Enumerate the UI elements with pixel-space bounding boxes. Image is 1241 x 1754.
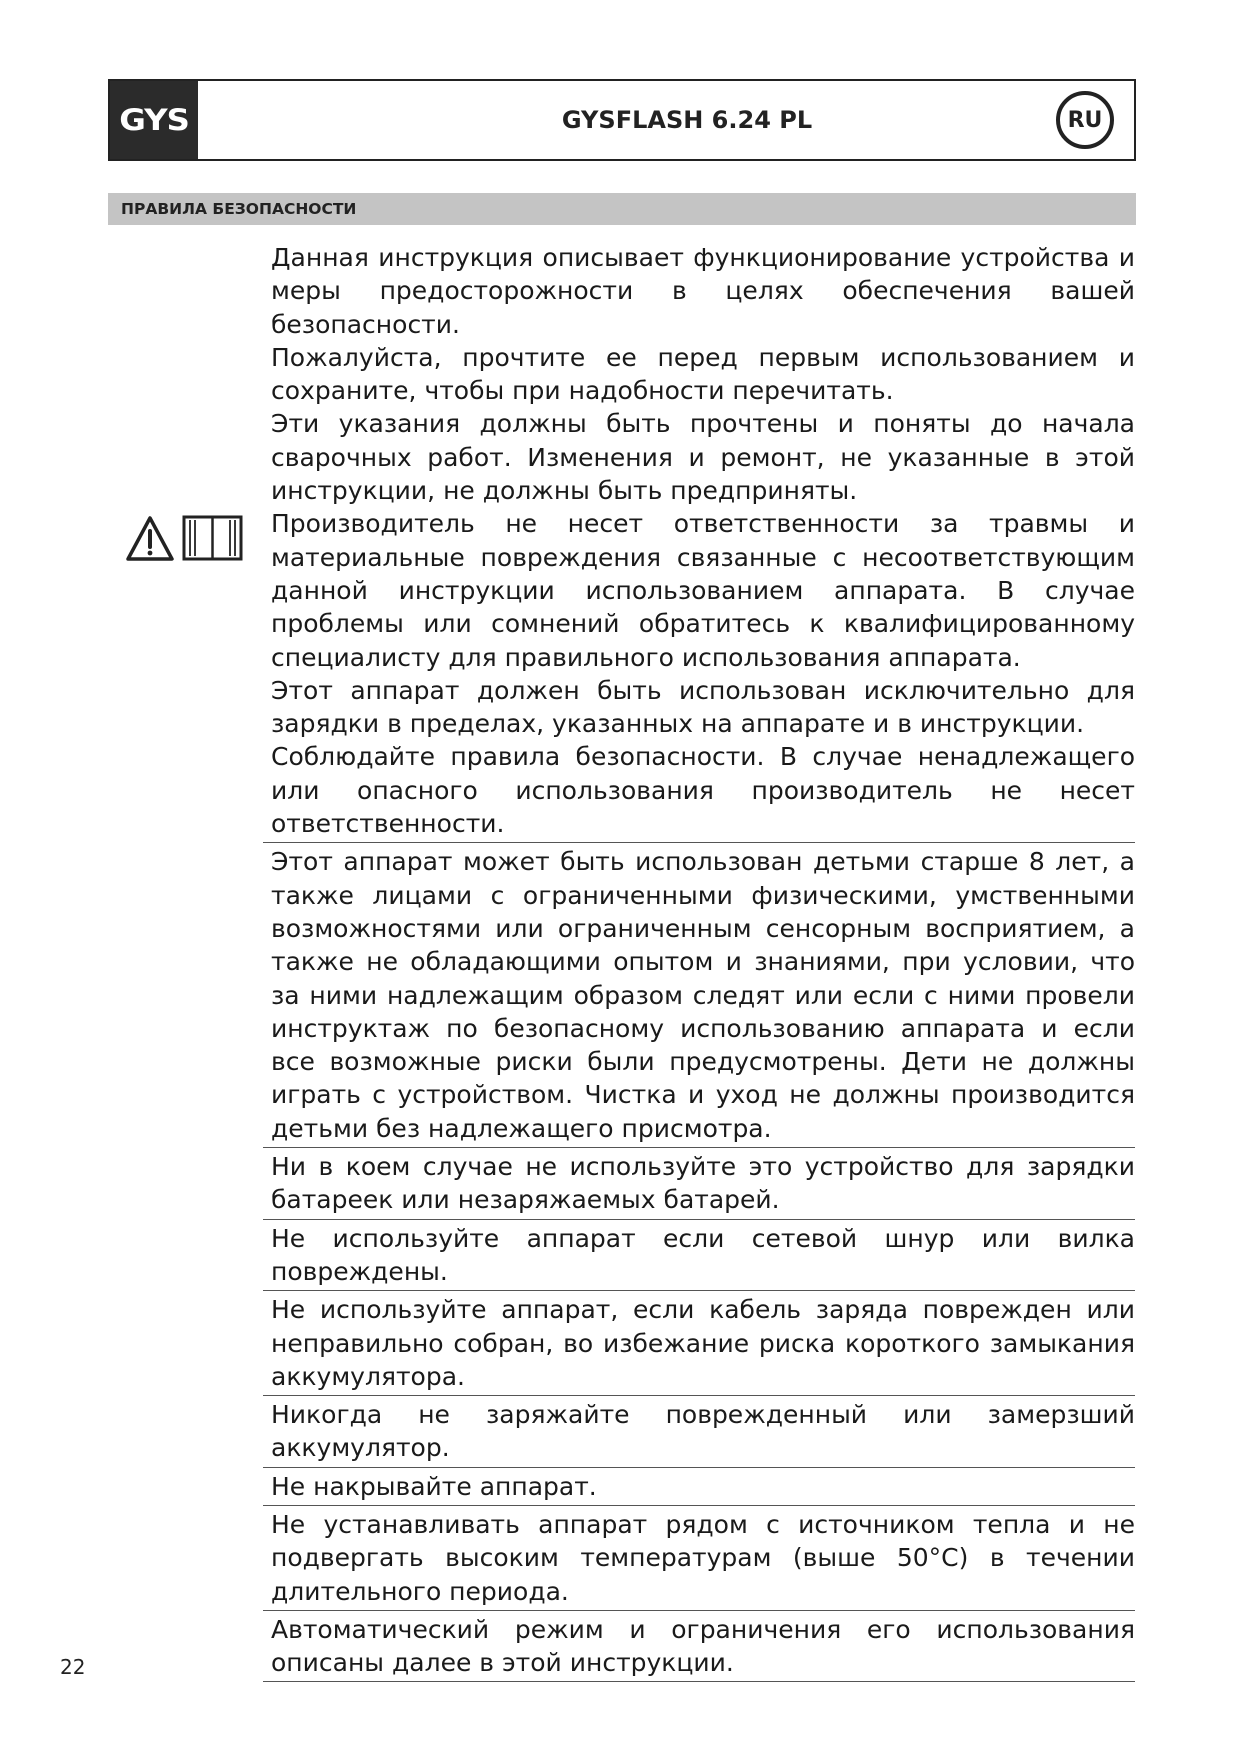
rule-paragraph: Этот аппарат может быть использован детьми старше 8 лет, а также лицами с ограниченными физическими, умственными возможностями или ограниченным сенсорным восприятием, а также не обладающими опытом и знаниями, при условии, что за ними надлежащим образом следят или если с ними провели инструктаж по безопасному использованию аппарата и если все возможные риски были предусмотрены. Дети не должны играть с устройством. Чистка и уход не должны производится детьми без надлежащего присмотра. <box>271 847 1135 1143</box>
rule-paragraph: Данная инструкция описывает функционирование устройства и меры предосторожности в целях обеспечения вашей безопасности. <box>271 243 1135 339</box>
warning-triangle-icon <box>126 514 246 564</box>
rule-paragraph: Автоматический режим и ограничения его использования описаны далее в этой инструкции. <box>271 1614 1135 1678</box>
rule-paragraph: Пожалуйста, прочтите ее перед первым использованием и сохраните, чтобы при надобности перечитать. <box>271 342 1135 406</box>
rule-block-non-rechargeable <box>263 1148 1135 1220</box>
model-title: GYSFLASH 6.24 PL <box>561 106 813 134</box>
manual-book-icon <box>184 517 241 559</box>
section-title: ПРАВИЛА БЕЗОПАСНОСТИ <box>108 193 1136 225</box>
rule-block-power-cord <box>263 1220 1135 1292</box>
rule-block-charge-cable <box>263 1291 1135 1396</box>
rule-paragraph: Не используйте аппарат если сетевой шнур или вилка повреждены. <box>271 1223 1135 1286</box>
rule-block-intro <box>263 241 1135 843</box>
rule-block-damaged-battery <box>263 1396 1135 1468</box>
rule-paragraph: Не накрывайте аппарат. <box>271 1471 597 1501</box>
safety-rules-list <box>263 241 1135 1682</box>
rule-block-children <box>263 843 1135 1148</box>
rule-block-automatic-mode <box>263 1611 1135 1683</box>
rule-block-heat <box>263 1506 1135 1611</box>
language-badge: RU <box>1056 91 1114 149</box>
page-number: 22 <box>60 1655 86 1679</box>
rule-paragraph: Соблюдайте правила безопасности. В случае ненадлежащего или опасного использования производитель не несет ответственности. <box>271 742 1135 839</box>
rule-paragraph: Ни в коем случае не используйте это устройство для зарядки батареек или незаряжаемых батарей. <box>271 1152 1135 1215</box>
rule-paragraph: Эти указания должны быть прочтены и поняты до начала сварочных работ. Изменения и ремонт, не указанные в этой инструкции, не должны быть предприняты. <box>271 409 1135 506</box>
rule-paragraph: Производитель не несет ответственности за травмы и материальные повреждения связанные с несоответствующим данной инструкции использованием аппарата. В случае проблемы или сомнений обратитесь к квалифицированному специалисту для правильного использования аппарата. <box>271 509 1135 672</box>
document-header <box>108 79 1136 161</box>
rule-paragraph: Этот аппарат должен быть использован исключительно для зарядки в пределах, указанных на аппарате и в инструкции. <box>271 675 1135 739</box>
gys-logo: GYS <box>110 81 198 159</box>
rule-paragraph: Не устанавливать аппарат рядом с источником тепла и не подвергать высоким температурам (выше 50°C) в течении длительного периода. <box>271 1509 1135 1606</box>
rule-block-cover <box>263 1468 1135 1506</box>
rule-paragraph: Не используйте аппарат, если кабель заряда поврежден или неправильно собран, во избежание риска короткого замыкания аккумулятора. <box>271 1295 1135 1391</box>
rule-paragraph: Никогда не заряжайте поврежденный или замерзший аккумулятор. <box>271 1400 1135 1463</box>
warning-icons <box>126 514 246 564</box>
